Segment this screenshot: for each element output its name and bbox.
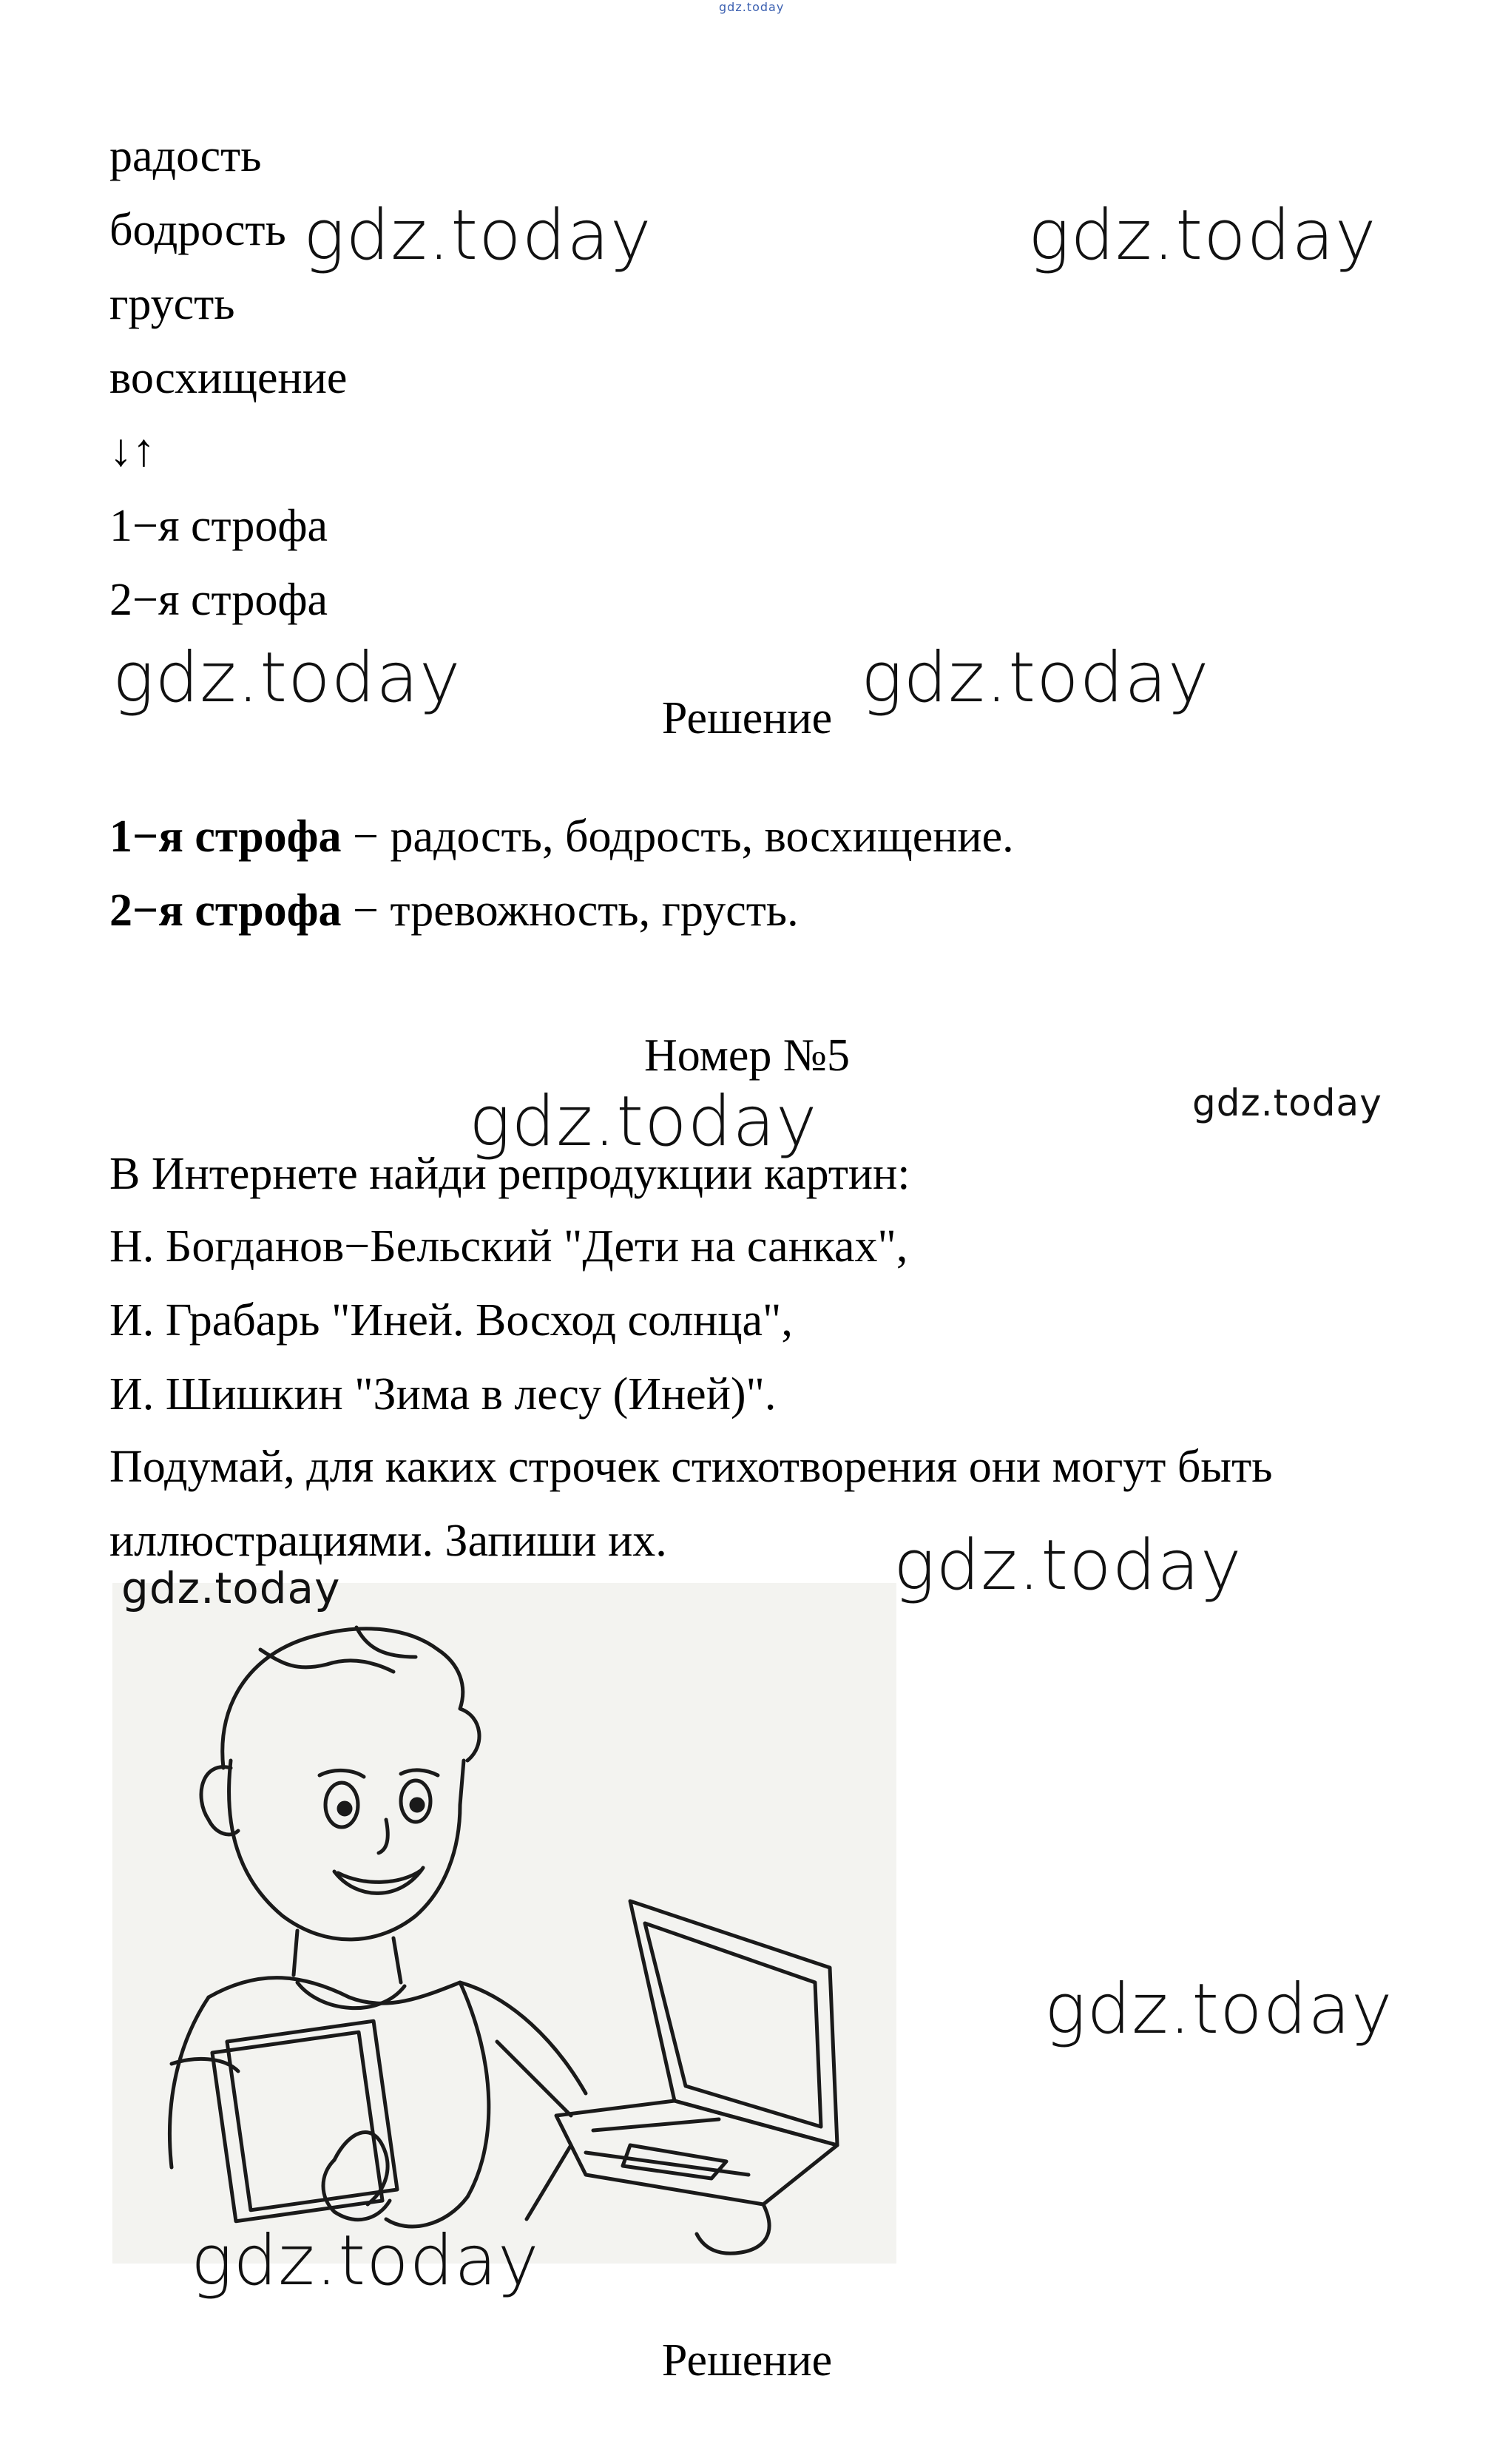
- stanza-label: 1−я строфа: [109, 501, 328, 551]
- list-item: радость: [109, 131, 262, 181]
- task-line: В Интернете найди репродукции картин:: [109, 1149, 910, 1199]
- arrows-symbol: ↓↑: [109, 425, 155, 476]
- watermark-text: gdz.today: [112, 638, 462, 718]
- watermark-text: gdz.today: [861, 638, 1210, 718]
- watermark-text: gdz.today: [303, 195, 652, 276]
- watermark-text: gdz.today: [191, 2221, 540, 2301]
- task-line: И. Шишкин "Зима в лесу (Иней)".: [109, 1369, 777, 1420]
- watermark-text: gdz.today: [893, 1525, 1243, 1606]
- stanza-label: 2−я строфа: [109, 575, 328, 625]
- solution-text: − радость, бодрость, восхищение.: [341, 811, 1014, 862]
- solution-text: − тревожность, грусть.: [341, 885, 799, 936]
- solution-heading: Решение: [661, 693, 833, 743]
- watermark-text: gdz.today: [1028, 195, 1377, 276]
- task-title: Номер №5: [643, 1030, 850, 1081]
- list-item: бодрость: [109, 205, 286, 255]
- watermark-text: gdz.today: [121, 1563, 341, 1613]
- task-line: И. Грабарь "Иней. Восход солнца",: [109, 1295, 793, 1346]
- task-line: Н. Богданов−Бельский "Дети на санках",: [109, 1221, 908, 1272]
- solution-heading: Решение: [661, 2335, 833, 2386]
- solution-line: [109, 885, 799, 936]
- solution-line: [109, 811, 1014, 862]
- solution-label: 1−я строфа: [109, 811, 342, 862]
- watermark-text: gdz.today: [1192, 1081, 1382, 1124]
- list-item: восхищение: [109, 353, 348, 403]
- watermark-text: gdz.today: [1044, 1969, 1393, 2050]
- solution-label: 2−я строфа: [109, 885, 342, 936]
- list-item: грусть: [109, 279, 235, 329]
- boy-with-laptop-illustration: [112, 1583, 896, 2264]
- task-line: иллюстрациями. Запиши их.: [109, 1516, 667, 1566]
- task-line: Подумай, для каких строчек стихотворения они могут быть: [109, 1442, 1273, 1492]
- watermark-text: gdz.today: [469, 1081, 818, 1162]
- header-watermark: gdz.today: [719, 0, 785, 14]
